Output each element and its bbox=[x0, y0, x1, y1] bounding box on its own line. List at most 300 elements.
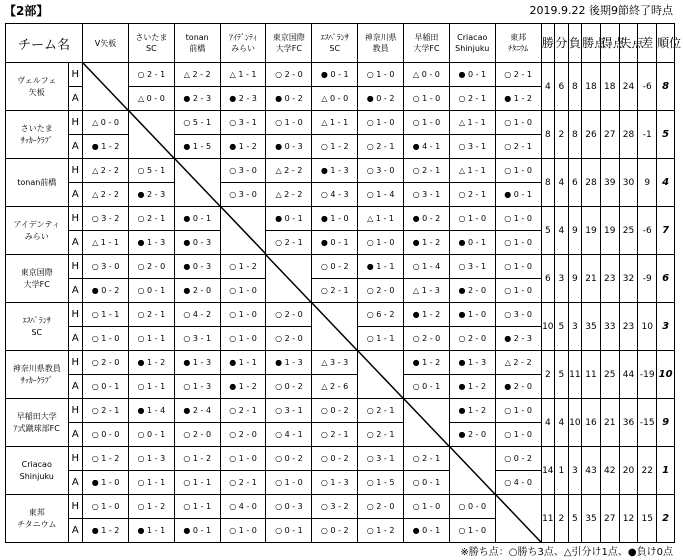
match-result: ○ 0 - 2 bbox=[495, 447, 541, 471]
match-result: ○ 4 - 3 bbox=[312, 183, 358, 207]
stat-value: 9 bbox=[568, 207, 582, 255]
match-result: ○ 1 - 1 bbox=[174, 495, 220, 519]
match-result: ● 1 - 3 bbox=[174, 351, 220, 375]
stat-value: 39 bbox=[600, 159, 619, 207]
stat-value: -19 bbox=[638, 351, 657, 399]
match-result: ○ 0 - 1 bbox=[128, 279, 174, 303]
stat-value: 25 bbox=[619, 207, 638, 255]
match-result: ● 1 - 3 bbox=[128, 231, 174, 255]
team-name-line1: 東邦 bbox=[28, 507, 45, 517]
match-result: ● 1 - 3 bbox=[266, 351, 312, 375]
match-result: △ 1 - 1 bbox=[358, 207, 404, 231]
stat-value: -9 bbox=[638, 255, 657, 303]
match-result: ● 1 - 1 bbox=[128, 519, 174, 543]
stat-value: 9 bbox=[638, 159, 657, 207]
match-result: ○ 1 - 2 bbox=[83, 447, 129, 471]
home-away-label: H bbox=[68, 255, 83, 279]
match-result: ○ 0 - 2 bbox=[266, 375, 312, 399]
match-result: ● 0 - 2 bbox=[83, 279, 129, 303]
match-result: ○ 1 - 0 bbox=[495, 207, 541, 231]
stat-header: 勝 bbox=[541, 24, 555, 63]
match-result: ○ 0 - 2 bbox=[266, 447, 312, 471]
stat-value: -6 bbox=[638, 63, 657, 111]
stat-value: 8 bbox=[541, 159, 555, 207]
match-result: ○ 1 - 0 bbox=[358, 111, 404, 135]
match-result: ● 1 - 4 bbox=[128, 399, 174, 423]
standings-table bbox=[5, 23, 682, 543]
match-result: ○ 2 - 1 bbox=[312, 423, 358, 447]
match-result: ● 0 - 1 bbox=[312, 63, 358, 87]
match-result: ○ 1 - 3 bbox=[174, 375, 220, 399]
match-result: ● 0 - 3 bbox=[174, 255, 220, 279]
team-name bbox=[6, 399, 69, 447]
rank-value: 10 bbox=[657, 351, 675, 399]
stat-header: 差 bbox=[638, 24, 657, 63]
match-result: ● 2 - 3 bbox=[128, 183, 174, 207]
stat-value: 18 bbox=[600, 63, 619, 111]
opponent-header-line2: ﾁﾀﾆｳﾑ bbox=[508, 44, 529, 53]
match-result: ○ 2 - 0 bbox=[266, 327, 312, 351]
match-result: ○ 0 - 1 bbox=[404, 375, 450, 399]
opponent-header-line2: SC bbox=[329, 44, 341, 53]
rank-value: 4 bbox=[657, 159, 675, 207]
match-result: ● 2 - 3 bbox=[220, 87, 266, 111]
match-result: ○ 1 - 1 bbox=[358, 327, 404, 351]
match-result: ● 0 - 3 bbox=[266, 135, 312, 159]
match-result: ○ 1 - 0 bbox=[495, 231, 541, 255]
match-result: ○ 2 - 0 bbox=[266, 303, 312, 327]
stat-value: -1 bbox=[638, 111, 657, 159]
home-away-label: A bbox=[68, 423, 83, 447]
match-result: ○ 2 - 0 bbox=[358, 495, 404, 519]
team-name bbox=[6, 447, 69, 495]
stat-value: 30 bbox=[619, 159, 638, 207]
match-result: ○ 1 - 0 bbox=[83, 495, 129, 519]
match-result: △ 2 - 2 bbox=[266, 159, 312, 183]
match-result: ○ 2 - 0 bbox=[220, 423, 266, 447]
match-result: ● 1 - 2 bbox=[220, 375, 266, 399]
stat-value: 19 bbox=[600, 207, 619, 255]
match-result: ○ 2 - 1 bbox=[128, 63, 174, 87]
opponent-header-line1: V矢板 bbox=[94, 38, 117, 48]
match-result: ● 1 - 0 bbox=[83, 471, 129, 495]
rank-value: 5 bbox=[657, 111, 675, 159]
stat-value: 11 bbox=[582, 351, 601, 399]
stat-value: -15 bbox=[638, 399, 657, 447]
match-result: △ 0 - 0 bbox=[312, 87, 358, 111]
match-result: ○ 2 - 1 bbox=[404, 159, 450, 183]
match-result: ○ 1 - 0 bbox=[495, 423, 541, 447]
match-result: ○ 1 - 1 bbox=[174, 471, 220, 495]
team-name-line2: 大学FC bbox=[23, 279, 50, 289]
opponent-header-line1: ｱｲﾃﾞﾝﾃｨ bbox=[229, 33, 258, 42]
match-result: ○ 3 - 2 bbox=[83, 207, 129, 231]
match-result: ○ 1 - 0 bbox=[404, 87, 450, 111]
stat-value: 16 bbox=[582, 399, 601, 447]
status-date: 2019.9.22 後期9節終了時点 bbox=[529, 4, 673, 17]
match-result: ○ 0 - 1 bbox=[83, 375, 129, 399]
home-away-label: A bbox=[68, 135, 83, 159]
opponent-header-line2: 大学FC bbox=[275, 44, 302, 53]
match-result: ● 2 - 0 bbox=[449, 279, 495, 303]
match-result: ○ 2 - 1 bbox=[358, 135, 404, 159]
match-result: ● 1 - 5 bbox=[174, 135, 220, 159]
match-result: ○ 1 - 0 bbox=[220, 447, 266, 471]
stat-header: 分 bbox=[555, 24, 569, 63]
match-result: ○ 0 - 0 bbox=[83, 423, 129, 447]
match-result: ○ 1 - 0 bbox=[449, 519, 495, 543]
rank-value: 9 bbox=[657, 399, 675, 447]
opponent-header-line1: tonan bbox=[185, 33, 209, 42]
opponent-header bbox=[358, 24, 404, 63]
team-name-line2: Shinjuku bbox=[19, 471, 54, 481]
opponent-header-line1: ｴｽﾍﾟﾗﾝｻ bbox=[320, 33, 349, 42]
self-match-cell bbox=[220, 207, 266, 255]
stat-value: 28 bbox=[619, 111, 638, 159]
match-result: ○ 1 - 1 bbox=[128, 327, 174, 351]
match-result: △ 0 - 0 bbox=[128, 87, 174, 111]
match-result: △ 0 - 0 bbox=[404, 63, 450, 87]
match-result: ○ 0 - 2 bbox=[312, 447, 358, 471]
stat-value: 10 bbox=[541, 303, 555, 351]
home-away-label: H bbox=[68, 447, 83, 471]
match-result: ○ 6 - 2 bbox=[358, 303, 404, 327]
rank-value: 8 bbox=[657, 63, 675, 111]
team-name-line1: ｴｽﾍﾟﾗﾝｻ bbox=[22, 315, 51, 325]
opponent-header bbox=[83, 24, 129, 63]
match-result: ○ 2 - 0 bbox=[449, 327, 495, 351]
match-result: ○ 0 - 2 bbox=[312, 399, 358, 423]
rank-value: 2 bbox=[657, 495, 675, 543]
home-away-label: H bbox=[68, 63, 83, 87]
match-result: ● 2 - 3 bbox=[495, 327, 541, 351]
team-name-line2: みらい bbox=[24, 231, 49, 241]
stat-value: 12 bbox=[619, 495, 638, 543]
match-result: ○ 2 - 0 bbox=[404, 327, 450, 351]
opponent-header-line1: 神奈川県 bbox=[364, 33, 397, 42]
match-result: ○ 1 - 0 bbox=[83, 327, 129, 351]
opponent-header-line2: 教員 bbox=[372, 44, 389, 53]
stat-value: 9 bbox=[568, 255, 582, 303]
team-name-line1: Criacao bbox=[21, 459, 52, 469]
points-legend: ※勝ち点：○勝ち3点、△引分け1点、●負け0点 bbox=[460, 547, 673, 558]
match-result: ○ 1 - 0 bbox=[495, 159, 541, 183]
stat-value: 8 bbox=[568, 63, 582, 111]
match-result: ○ 3 - 1 bbox=[174, 327, 220, 351]
match-result: ○ 3 - 1 bbox=[449, 255, 495, 279]
match-result: ○ 3 - 0 bbox=[358, 159, 404, 183]
home-away-label: A bbox=[68, 87, 83, 111]
match-result: ○ 0 - 3 bbox=[266, 495, 312, 519]
match-result: ● 1 - 0 bbox=[449, 303, 495, 327]
match-result: ○ 2 - 1 bbox=[220, 471, 266, 495]
rank-value: 6 bbox=[657, 255, 675, 303]
match-result: ○ 2 - 1 bbox=[128, 207, 174, 231]
stat-value: 8 bbox=[568, 111, 582, 159]
self-match-cell bbox=[128, 111, 174, 159]
match-result: ● 1 - 2 bbox=[220, 135, 266, 159]
match-result: ○ 0 - 2 bbox=[312, 255, 358, 279]
match-result: ○ 0 - 2 bbox=[312, 519, 358, 543]
team-name-line1: アイデンティ bbox=[13, 219, 60, 229]
home-away-label: H bbox=[68, 495, 83, 519]
match-result: ○ 2 - 1 bbox=[220, 399, 266, 423]
team-name-line1: 早稲田大学 bbox=[16, 411, 57, 421]
opponent-header bbox=[495, 24, 541, 63]
stat-value: 4 bbox=[541, 399, 555, 447]
match-result: ● 1 - 0 bbox=[312, 207, 358, 231]
match-result: ● 0 - 1 bbox=[174, 519, 220, 543]
match-result: ○ 3 - 1 bbox=[220, 111, 266, 135]
match-result: △ 2 - 2 bbox=[495, 351, 541, 375]
match-result: ○ 4 - 0 bbox=[220, 495, 266, 519]
team-name-line2: SC bbox=[31, 327, 43, 337]
home-away-label: H bbox=[68, 111, 83, 135]
stat-value: 10 bbox=[638, 303, 657, 351]
match-result: ● 2 - 0 bbox=[449, 423, 495, 447]
match-result: ○ 2 - 1 bbox=[83, 399, 129, 423]
match-result: △ 2 - 2 bbox=[83, 159, 129, 183]
stat-value: 20 bbox=[619, 447, 638, 495]
stat-value: 11 bbox=[568, 351, 582, 399]
opponent-header-line2: 大学FC bbox=[413, 44, 440, 53]
match-result: ○ 1 - 0 bbox=[495, 279, 541, 303]
team-name-line2: ｻｯｶｰｸﾗﾌﾞ bbox=[20, 135, 53, 145]
home-away-label: A bbox=[68, 519, 83, 543]
stat-value: 5 bbox=[568, 495, 582, 543]
match-result: △ 1 - 1 bbox=[220, 63, 266, 87]
rank-value: 7 bbox=[657, 207, 675, 255]
self-match-cell bbox=[449, 447, 495, 495]
stat-value: 33 bbox=[600, 303, 619, 351]
stat-value: 21 bbox=[582, 255, 601, 303]
opponent-header-line2: Shinjuku bbox=[455, 44, 490, 53]
opponent-header-line1: 東京国際 bbox=[272, 33, 305, 42]
match-result: ○ 2 - 0 bbox=[128, 255, 174, 279]
match-result: ○ 2 - 0 bbox=[358, 279, 404, 303]
stat-header: 負 bbox=[568, 24, 582, 63]
match-result: ● 2 - 0 bbox=[174, 279, 220, 303]
division-title: 【2部】 bbox=[4, 4, 49, 18]
match-result: ○ 1 - 0 bbox=[449, 207, 495, 231]
stat-value: 5 bbox=[541, 207, 555, 255]
stat-value: 23 bbox=[619, 303, 638, 351]
self-match-cell bbox=[404, 399, 450, 447]
opponent-header bbox=[266, 24, 312, 63]
match-result: △ 1 - 1 bbox=[449, 111, 495, 135]
match-result: ○ 0 - 1 bbox=[128, 423, 174, 447]
stat-value: 6 bbox=[568, 159, 582, 207]
match-result: ○ 4 - 2 bbox=[174, 303, 220, 327]
match-result: ○ 1 - 5 bbox=[358, 471, 404, 495]
match-result: ○ 1 - 1 bbox=[128, 375, 174, 399]
team-name-line2: チタニウム bbox=[16, 519, 57, 529]
home-away-label: A bbox=[68, 327, 83, 351]
stat-value: 43 bbox=[582, 447, 601, 495]
team-name bbox=[6, 303, 69, 351]
stat-value: 35 bbox=[582, 495, 601, 543]
stat-value: 3 bbox=[555, 255, 569, 303]
stat-value: 2 bbox=[555, 111, 569, 159]
match-result: ○ 1 - 2 bbox=[174, 447, 220, 471]
opponent-header bbox=[174, 24, 220, 63]
team-name bbox=[6, 351, 69, 399]
match-result: ○ 3 - 0 bbox=[83, 255, 129, 279]
match-result: ● 0 - 1 bbox=[312, 231, 358, 255]
match-result: ○ 1 - 0 bbox=[495, 111, 541, 135]
match-result: ○ 2 - 1 bbox=[358, 423, 404, 447]
match-result: △ 2 - 2 bbox=[266, 183, 312, 207]
match-result: ● 1 - 1 bbox=[358, 255, 404, 279]
home-away-label: H bbox=[68, 303, 83, 327]
match-result: ○ 5 - 1 bbox=[174, 111, 220, 135]
match-result: ○ 2 - 1 bbox=[312, 279, 358, 303]
match-result: ● 0 - 3 bbox=[174, 231, 220, 255]
stat-value: 3 bbox=[568, 303, 582, 351]
team-name bbox=[6, 63, 69, 111]
stat-value: 26 bbox=[582, 111, 601, 159]
match-result: ● 0 - 2 bbox=[266, 87, 312, 111]
opponent-header bbox=[449, 24, 495, 63]
match-result: ● 1 - 3 bbox=[449, 351, 495, 375]
match-result: ○ 1 - 2 bbox=[220, 255, 266, 279]
stat-value: 22 bbox=[638, 447, 657, 495]
stat-value: 23 bbox=[600, 255, 619, 303]
team-name bbox=[6, 159, 69, 207]
stat-value: 36 bbox=[619, 399, 638, 447]
match-result: ○ 2 - 1 bbox=[495, 63, 541, 87]
match-result: ○ 1 - 0 bbox=[220, 327, 266, 351]
home-away-label: A bbox=[68, 471, 83, 495]
stat-value: 4 bbox=[541, 63, 555, 111]
opponent-header-line1: 東邦 bbox=[510, 33, 527, 42]
match-result: △ 3 - 3 bbox=[312, 351, 358, 375]
match-result: △ 1 - 3 bbox=[404, 279, 450, 303]
home-away-label: A bbox=[68, 231, 83, 255]
self-match-cell bbox=[495, 495, 541, 543]
match-result: △ 2 - 6 bbox=[312, 375, 358, 399]
stat-value: 24 bbox=[619, 63, 638, 111]
opponent-header bbox=[220, 24, 266, 63]
match-result: ○ 3 - 1 bbox=[358, 447, 404, 471]
match-result: ○ 1 - 4 bbox=[404, 255, 450, 279]
match-result: ● 1 - 2 bbox=[83, 135, 129, 159]
match-result: ○ 3 - 1 bbox=[404, 183, 450, 207]
stat-value: 4 bbox=[555, 159, 569, 207]
team-name-header: チーム名 bbox=[6, 24, 83, 63]
match-result: ● 0 - 1 bbox=[495, 183, 541, 207]
stat-value: 8 bbox=[541, 111, 555, 159]
match-result: ● 1 - 2 bbox=[495, 87, 541, 111]
match-result: ○ 2 - 1 bbox=[128, 303, 174, 327]
match-result: ○ 0 - 1 bbox=[404, 471, 450, 495]
stat-value: 2 bbox=[555, 495, 569, 543]
match-result: ○ 2 - 1 bbox=[449, 87, 495, 111]
match-result: ○ 2 - 1 bbox=[358, 399, 404, 423]
match-result: ○ 1 - 4 bbox=[358, 183, 404, 207]
match-result: △ 2 - 2 bbox=[174, 63, 220, 87]
match-result: ● 2 - 0 bbox=[495, 375, 541, 399]
stat-header: 失点 bbox=[619, 24, 638, 63]
stat-value: 27 bbox=[600, 495, 619, 543]
stat-value: 2 bbox=[541, 351, 555, 399]
match-result: ○ 1 - 0 bbox=[220, 303, 266, 327]
match-result: ○ 1 - 0 bbox=[358, 231, 404, 255]
home-away-label: H bbox=[68, 207, 83, 231]
match-result: ○ 5 - 1 bbox=[128, 159, 174, 183]
match-result: ● 0 - 1 bbox=[266, 207, 312, 231]
home-away-label: H bbox=[68, 351, 83, 375]
match-result: ● 1 - 2 bbox=[128, 351, 174, 375]
match-result: ● 0 - 1 bbox=[449, 63, 495, 87]
match-result: ○ 1 - 0 bbox=[404, 111, 450, 135]
match-result: ● 2 - 3 bbox=[174, 87, 220, 111]
stat-header: 勝点 bbox=[582, 24, 601, 63]
opponent-header-line1: 早稲田 bbox=[414, 33, 439, 42]
match-result: ● 1 - 3 bbox=[312, 159, 358, 183]
match-result: ○ 3 - 0 bbox=[220, 159, 266, 183]
match-result: △ 2 - 2 bbox=[83, 183, 129, 207]
match-result: △ 1 - 1 bbox=[83, 231, 129, 255]
stat-value: 19 bbox=[582, 207, 601, 255]
team-name-line2: ｻｯｶｰｸﾗﾌﾞ bbox=[20, 375, 53, 385]
home-away-label: A bbox=[68, 375, 83, 399]
team-name-line1: tonan前橋 bbox=[17, 177, 57, 187]
match-result: ○ 4 - 1 bbox=[266, 423, 312, 447]
team-name-line1: 東京国際 bbox=[20, 267, 53, 277]
opponent-header bbox=[404, 24, 450, 63]
match-result: ● 2 - 4 bbox=[174, 399, 220, 423]
match-result: ○ 3 - 0 bbox=[220, 183, 266, 207]
match-result: ● 0 - 1 bbox=[449, 231, 495, 255]
opponent-header bbox=[128, 24, 174, 63]
team-name bbox=[6, 255, 69, 303]
home-away-label: H bbox=[68, 159, 83, 183]
stat-value: 4 bbox=[555, 399, 569, 447]
team-name-line2: 矢板 bbox=[28, 87, 45, 97]
home-away-label: H bbox=[68, 399, 83, 423]
match-result: ● 0 - 2 bbox=[404, 207, 450, 231]
stat-value: 21 bbox=[600, 399, 619, 447]
stat-value: 15 bbox=[638, 495, 657, 543]
match-result: ○ 1 - 2 bbox=[312, 135, 358, 159]
opponent-header-line1: さいたま bbox=[135, 33, 168, 42]
match-result: ○ 2 - 1 bbox=[266, 231, 312, 255]
rank-value: 1 bbox=[657, 447, 675, 495]
team-name-line1: ヴェルフェ bbox=[17, 75, 57, 85]
match-result: ● 1 - 2 bbox=[404, 231, 450, 255]
match-result: ○ 3 - 1 bbox=[449, 135, 495, 159]
match-result: ○ 0 - 1 bbox=[266, 519, 312, 543]
match-result: ○ 1 - 3 bbox=[312, 471, 358, 495]
stat-value: 27 bbox=[600, 111, 619, 159]
match-result: ○ 1 - 0 bbox=[495, 399, 541, 423]
match-result: ● 0 - 2 bbox=[358, 87, 404, 111]
stat-value: 14 bbox=[541, 447, 555, 495]
stat-header: 順位 bbox=[657, 24, 675, 63]
match-result: ● 0 - 1 bbox=[174, 207, 220, 231]
match-result: ○ 3 - 2 bbox=[312, 495, 358, 519]
home-away-label: A bbox=[68, 279, 83, 303]
home-away-label: A bbox=[68, 183, 83, 207]
match-result: ○ 0 - 0 bbox=[449, 495, 495, 519]
match-result: ○ 3 - 1 bbox=[266, 399, 312, 423]
self-match-cell bbox=[358, 351, 404, 399]
match-result: ○ 1 - 0 bbox=[220, 279, 266, 303]
match-result: ○ 2 - 0 bbox=[174, 423, 220, 447]
match-result: △ 0 - 0 bbox=[83, 111, 129, 135]
match-result: △ 1 - 1 bbox=[312, 111, 358, 135]
